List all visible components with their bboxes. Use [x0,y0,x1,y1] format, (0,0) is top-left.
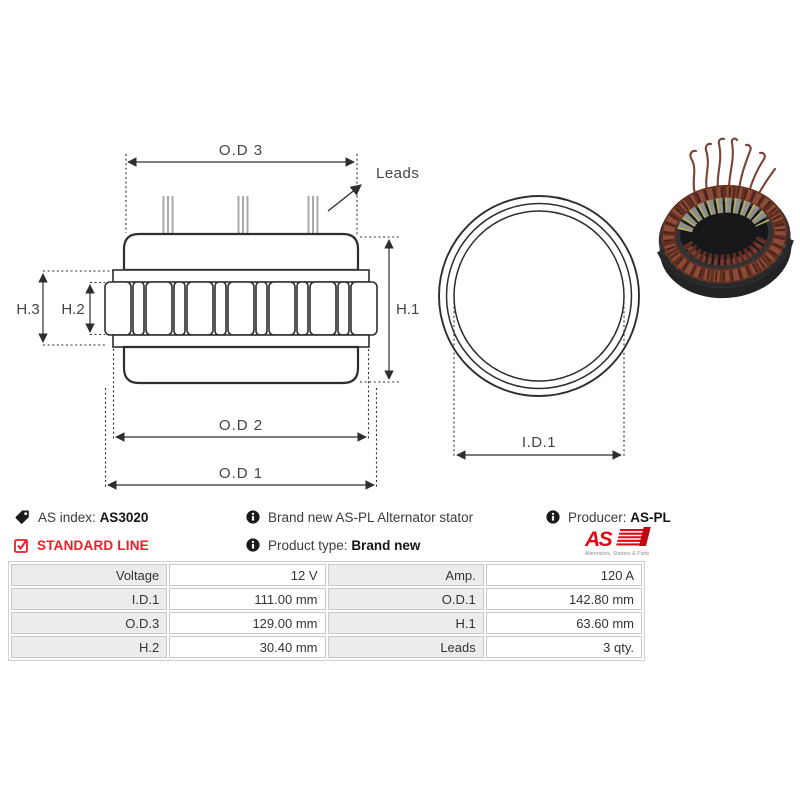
dim-label-od1: O.D 1 [218,465,264,482]
spec-label: H.2 [11,636,167,658]
spec-value: 63.60 mm [486,612,642,634]
producer-value: AS-PL [630,509,671,525]
dim-label-h3: H.3 [16,301,40,318]
spec-label: H.1 [328,612,484,634]
brand-logo-text: AS [585,528,612,551]
technical-drawing [0,130,660,500]
spec-label: I.D.1 [11,588,167,610]
lead-wires [164,196,318,234]
brand-logo-tagline: Alternators, Starters & Parts [584,551,650,557]
spec-value: 142.80 mm [486,588,642,610]
leads-arrow [328,185,361,211]
spec-label: Voltage [11,564,167,586]
brand-logo-stripes [616,527,651,546]
spec-row [11,636,642,658]
spec-label: Leads [328,636,484,658]
spec-row [11,612,642,634]
dimension-od3 [126,154,357,235]
dim-label-id1: I.D.1 [521,434,557,451]
info-icon [246,510,260,524]
photo-stator-body [655,182,796,300]
product-type-value: Brand new [351,537,421,553]
spec-value: 129.00 mm [169,612,325,634]
producer-label: Producer: [568,509,627,525]
spec-row [11,588,642,610]
dim-label-h1: H.1 [396,301,420,318]
spec-value: 120 A [486,564,642,586]
spec-value: 12 V [169,564,325,586]
standard-line-text: STANDARD LINE [37,537,149,553]
tag-icon [14,509,30,525]
spec-table [8,561,645,661]
brand-logo [584,526,654,560]
spec-value: 3 qty. [486,636,642,658]
product-type-row [246,535,420,555]
spec-label: O.D.1 [328,588,484,610]
as-index-value: AS3020 [99,509,149,525]
info-icon [246,538,260,552]
dim-label-od2: O.D 2 [218,417,264,434]
as-index-row [14,507,148,527]
standard-line-row [14,535,149,555]
spec-value: 111.00 mm [169,588,325,610]
spec-label: Amp. [328,564,484,586]
product-photo[interactable] [653,132,798,300]
stator-side-view [105,234,377,383]
dim-label-od3: O.D 3 [218,142,264,159]
info-icon [546,510,560,524]
dimension-h2 [90,283,105,335]
product-type-label: Product type: [268,537,348,553]
spec-value: 30.40 mm [169,636,325,658]
product-type-text [268,538,420,553]
as-index-label: AS index: [38,509,96,525]
description-text: Brand new AS-PL Alternator stator [268,509,474,525]
stator-front-view [439,196,639,396]
producer-text [568,510,671,525]
spec-row [11,564,642,586]
description-row [246,507,473,527]
checkbox-checked-icon [14,538,29,553]
spec-label: O.D.3 [11,612,167,634]
dim-label-h2: H.2 [61,301,85,318]
as-index-text [38,510,148,525]
leads-label: Leads [376,165,420,182]
producer-row [546,507,671,527]
